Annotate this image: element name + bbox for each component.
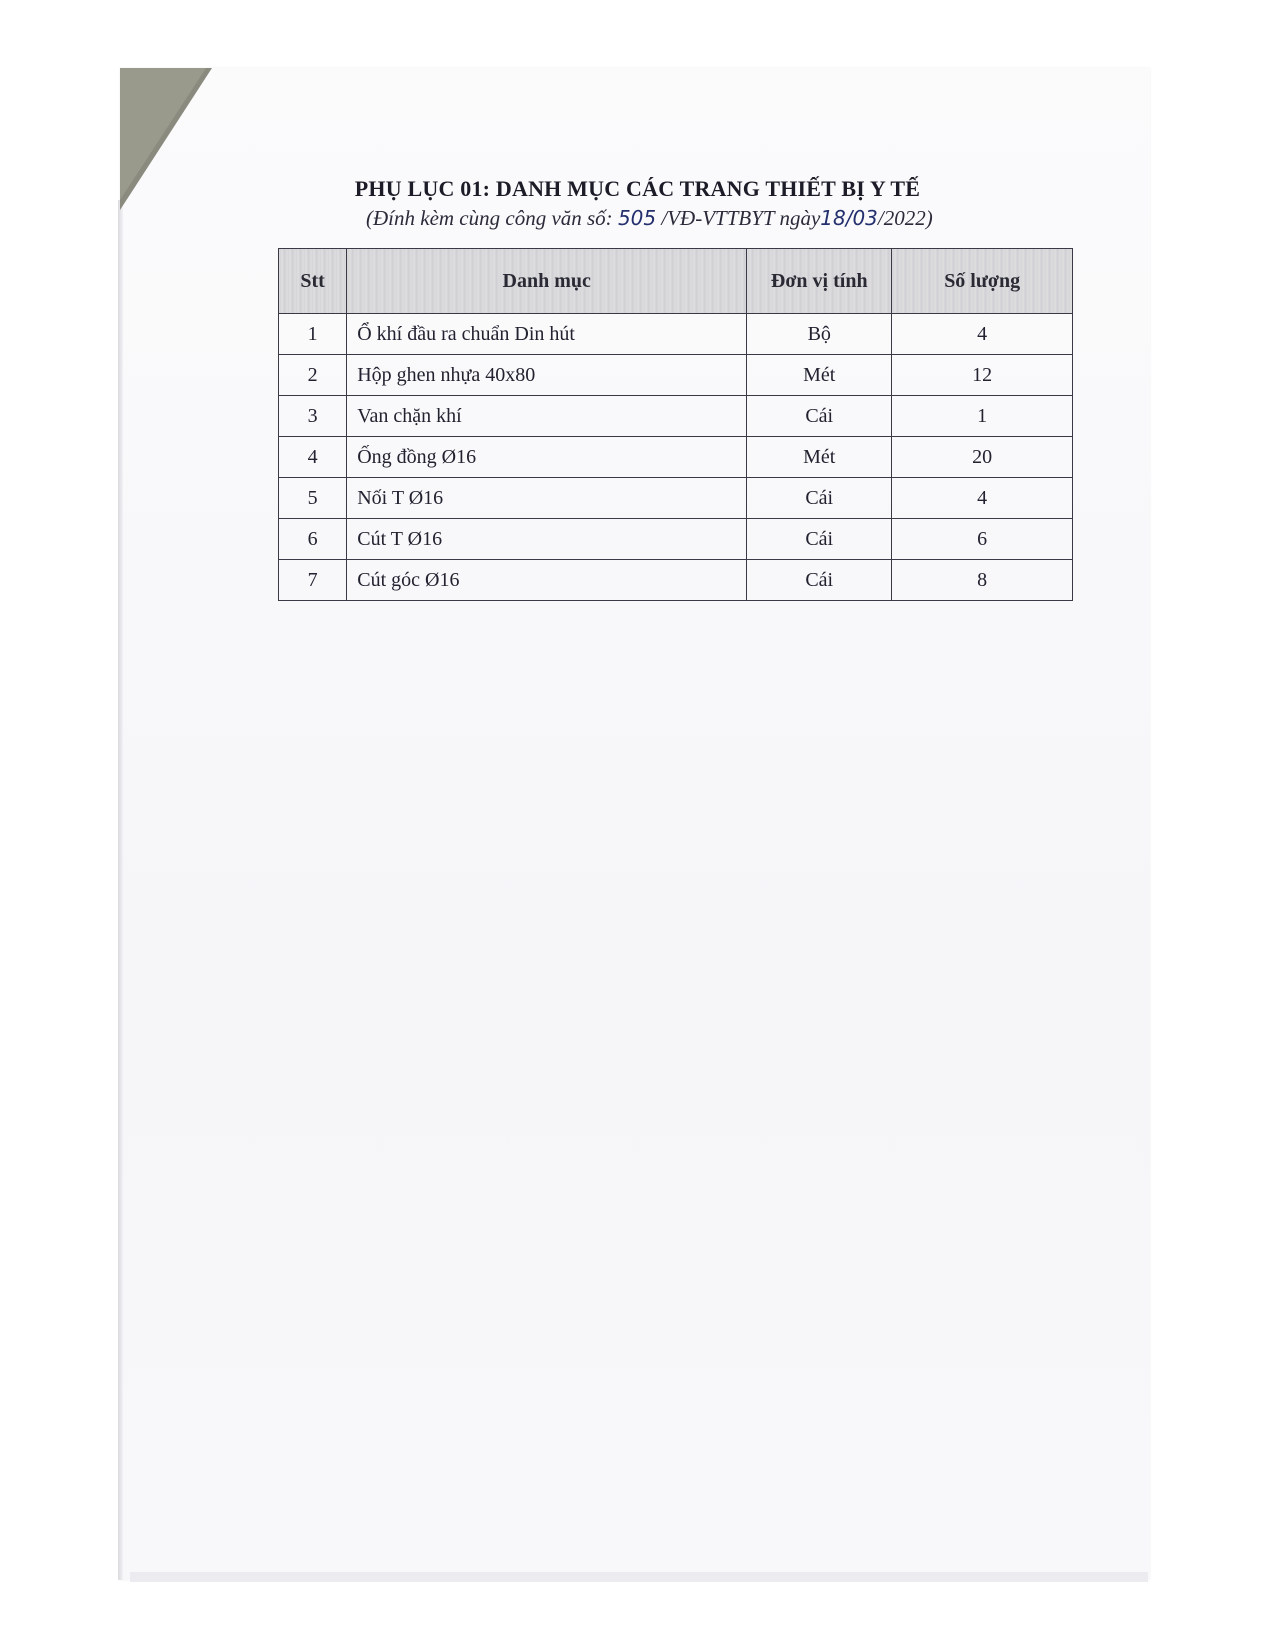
cell-stt: 7 [279,560,347,601]
header-name: Danh mục [347,249,747,314]
cell-quantity: 6 [892,519,1073,560]
cell-quantity: 20 [892,437,1073,478]
cell-quantity: 4 [892,314,1073,355]
cell-name: Van chặn khí [347,396,747,437]
table-row [279,560,1073,601]
cell-unit: Cái [747,396,892,437]
cell-name: Hộp ghen nhựa 40x80 [347,355,747,396]
cell-name: Nối T Ø16 [347,478,747,519]
cell-name: Cút góc Ø16 [347,560,747,601]
header-unit: Đơn vị tính [747,249,892,314]
document-title: PHỤ LỤC 01: DANH MỤC CÁC TRANG THIẾT BỊ Y TẾ [354,176,921,201]
paper-bottom-edge [130,1572,1148,1582]
cell-unit: Cái [747,478,892,519]
cell-quantity: 4 [892,478,1073,519]
handwritten-day: 18 [820,206,846,230]
handwritten-document-number: 505 [617,206,657,230]
cell-quantity: 8 [892,560,1073,601]
table-row [279,396,1073,437]
document-subtitle [366,206,933,231]
cell-quantity: 1 [892,396,1073,437]
table-row [279,519,1073,560]
subtitle-prefix: (Đính kèm cùng công văn số: [366,206,613,230]
cell-unit: Cái [747,519,892,560]
cell-stt: 3 [279,396,347,437]
cell-name: Ống đồng Ø16 [347,437,747,478]
table-row [279,355,1073,396]
cell-stt: 1 [279,314,347,355]
cell-unit: Mét [747,437,892,478]
handwritten-month: /03 [845,206,878,230]
cell-stt: 4 [279,437,347,478]
subtitle-suffix: /2022) [877,206,933,230]
cell-unit: Bộ [747,314,892,355]
paper-left-edge [118,200,123,1580]
table-header-row [279,249,1073,314]
cell-unit: Cái [747,560,892,601]
header-stt: Stt [279,249,347,314]
equipment-table [278,248,1073,601]
table-row [279,478,1073,519]
cell-quantity: 12 [892,355,1073,396]
cell-unit: Mét [747,355,892,396]
cell-name: Cút T Ø16 [347,519,747,560]
header-quantity: Số lượng [892,249,1073,314]
cell-stt: 2 [279,355,347,396]
table-row [279,314,1073,355]
subtitle-middle: /VĐ-VTTBYT ngày [661,206,821,230]
cell-stt: 6 [279,519,347,560]
table-row [279,437,1073,478]
cell-name: Ổ khí đầu ra chuẩn Din hút [347,314,747,355]
cell-stt: 5 [279,478,347,519]
